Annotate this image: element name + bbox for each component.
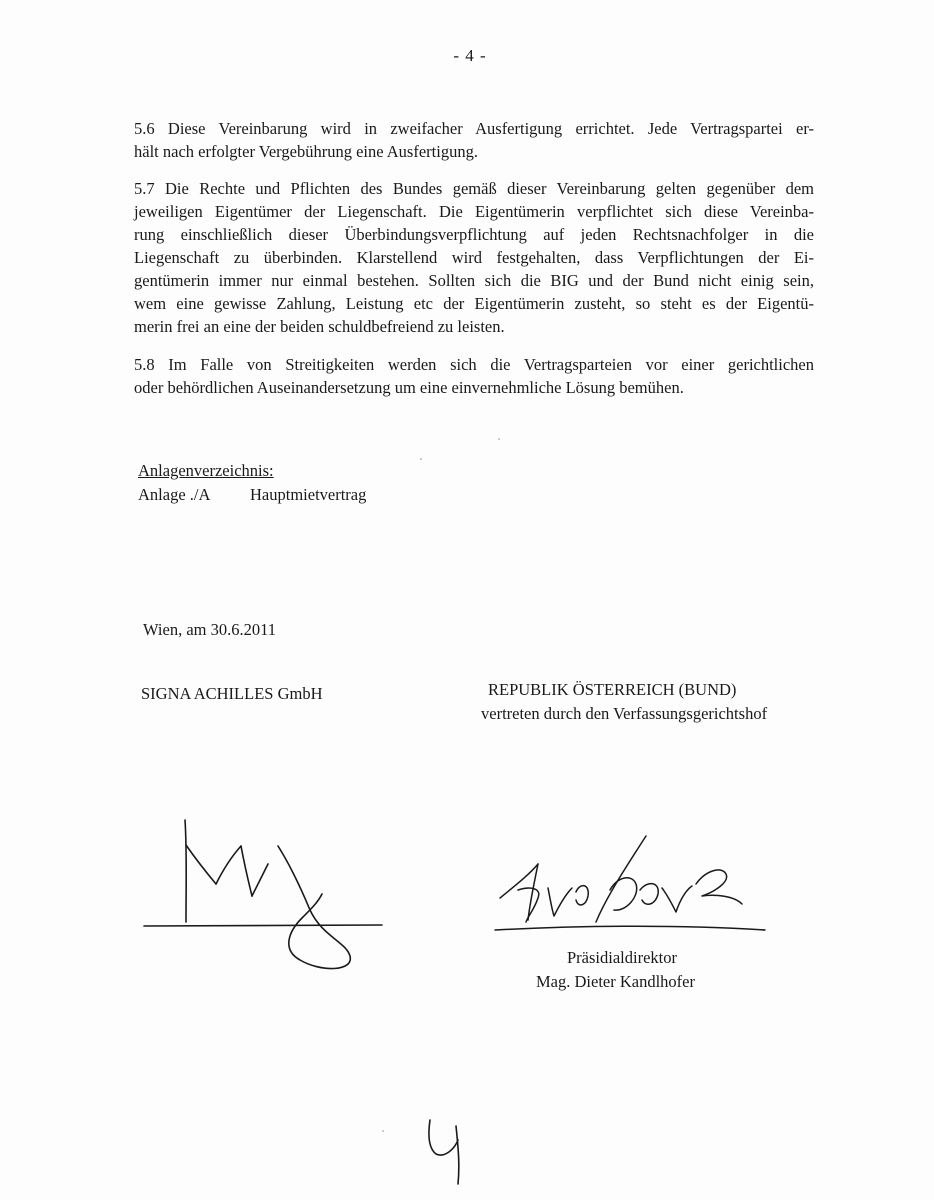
handwritten-page-mark: [418, 1112, 478, 1187]
scan-speck: [420, 458, 422, 460]
clause-line: merin frei an eine der beiden schuldbefreiend zu leisten.: [134, 317, 505, 336]
scan-speck: [498, 438, 500, 440]
signer-name: Mag. Dieter Kandlhofer: [536, 972, 695, 991]
clause-line: jeweiligen Eigentümer der Liegenschaft. Die Eigentümerin verpflichtet sich diese Vereinba-: [134, 202, 814, 221]
clause-line: hält nach erfolgter Vergebührung eine Ausfertigung.: [134, 142, 478, 161]
clause-5-6: [134, 117, 814, 163]
place-date: Wien, am 30.6.2011: [143, 620, 276, 639]
party-right-name: REPUBLIK ÖSTERREICH (BUND): [488, 680, 737, 699]
annex-label: Anlage ./A: [138, 485, 211, 504]
clause-5-7: [134, 177, 814, 338]
clause-line: wem eine gewisse Zahlung, Leistung etc der Eigentümerin zusteht, so steht es der Eigentü-: [134, 294, 814, 313]
page-number: - 4 -: [453, 46, 487, 65]
signer-title: Präsidialdirektor: [567, 948, 677, 967]
clause-line: 5.7 Die Rechte und Pflichten des Bundes gemäß dieser Vereinbarung gelten gegenüber dem: [134, 179, 814, 198]
annex-entry: [138, 485, 366, 505]
clause-line: 5.8 Im Falle von Streitigkeiten werden sich die Vertragsparteien vor einer gerichtlichen: [134, 355, 814, 374]
scan-speck: [382, 1130, 384, 1132]
clause-line: gentümerin immer nur einmal bestehen. Sollten sich die BIG und der Bund nicht einig sein,: [134, 271, 814, 290]
clause-5-8: [134, 353, 814, 399]
clause-line: Liegenschaft zu überbinden. Klarstellend wird festgehalten, dass Verpflichtungen der Ei-: [134, 248, 814, 267]
clause-line: oder behördlichen Auseinandersetzung um eine einvernehmliche Lösung bemühen.: [134, 378, 684, 397]
annex-title: Hauptmietvertrag: [250, 485, 367, 504]
party-right-representation: vertreten durch den Verfassungsgerichtshof: [481, 704, 768, 723]
clause-line: 5.6 Diese Vereinbarung wird in zweifacher Ausfertigung errichtet. Jede Vertragspartei er-: [134, 119, 814, 138]
signature-left-image: [140, 810, 390, 975]
party-left-name: SIGNA ACHILLES GmbH: [141, 684, 323, 703]
annex-heading: Anlagenverzeichnis:: [138, 461, 274, 480]
signature-right-image: [490, 830, 770, 940]
clause-line: rung einschließlich dieser Überbindungsverpflichtung auf jeden Rechtsnachfolger in die: [134, 225, 814, 244]
